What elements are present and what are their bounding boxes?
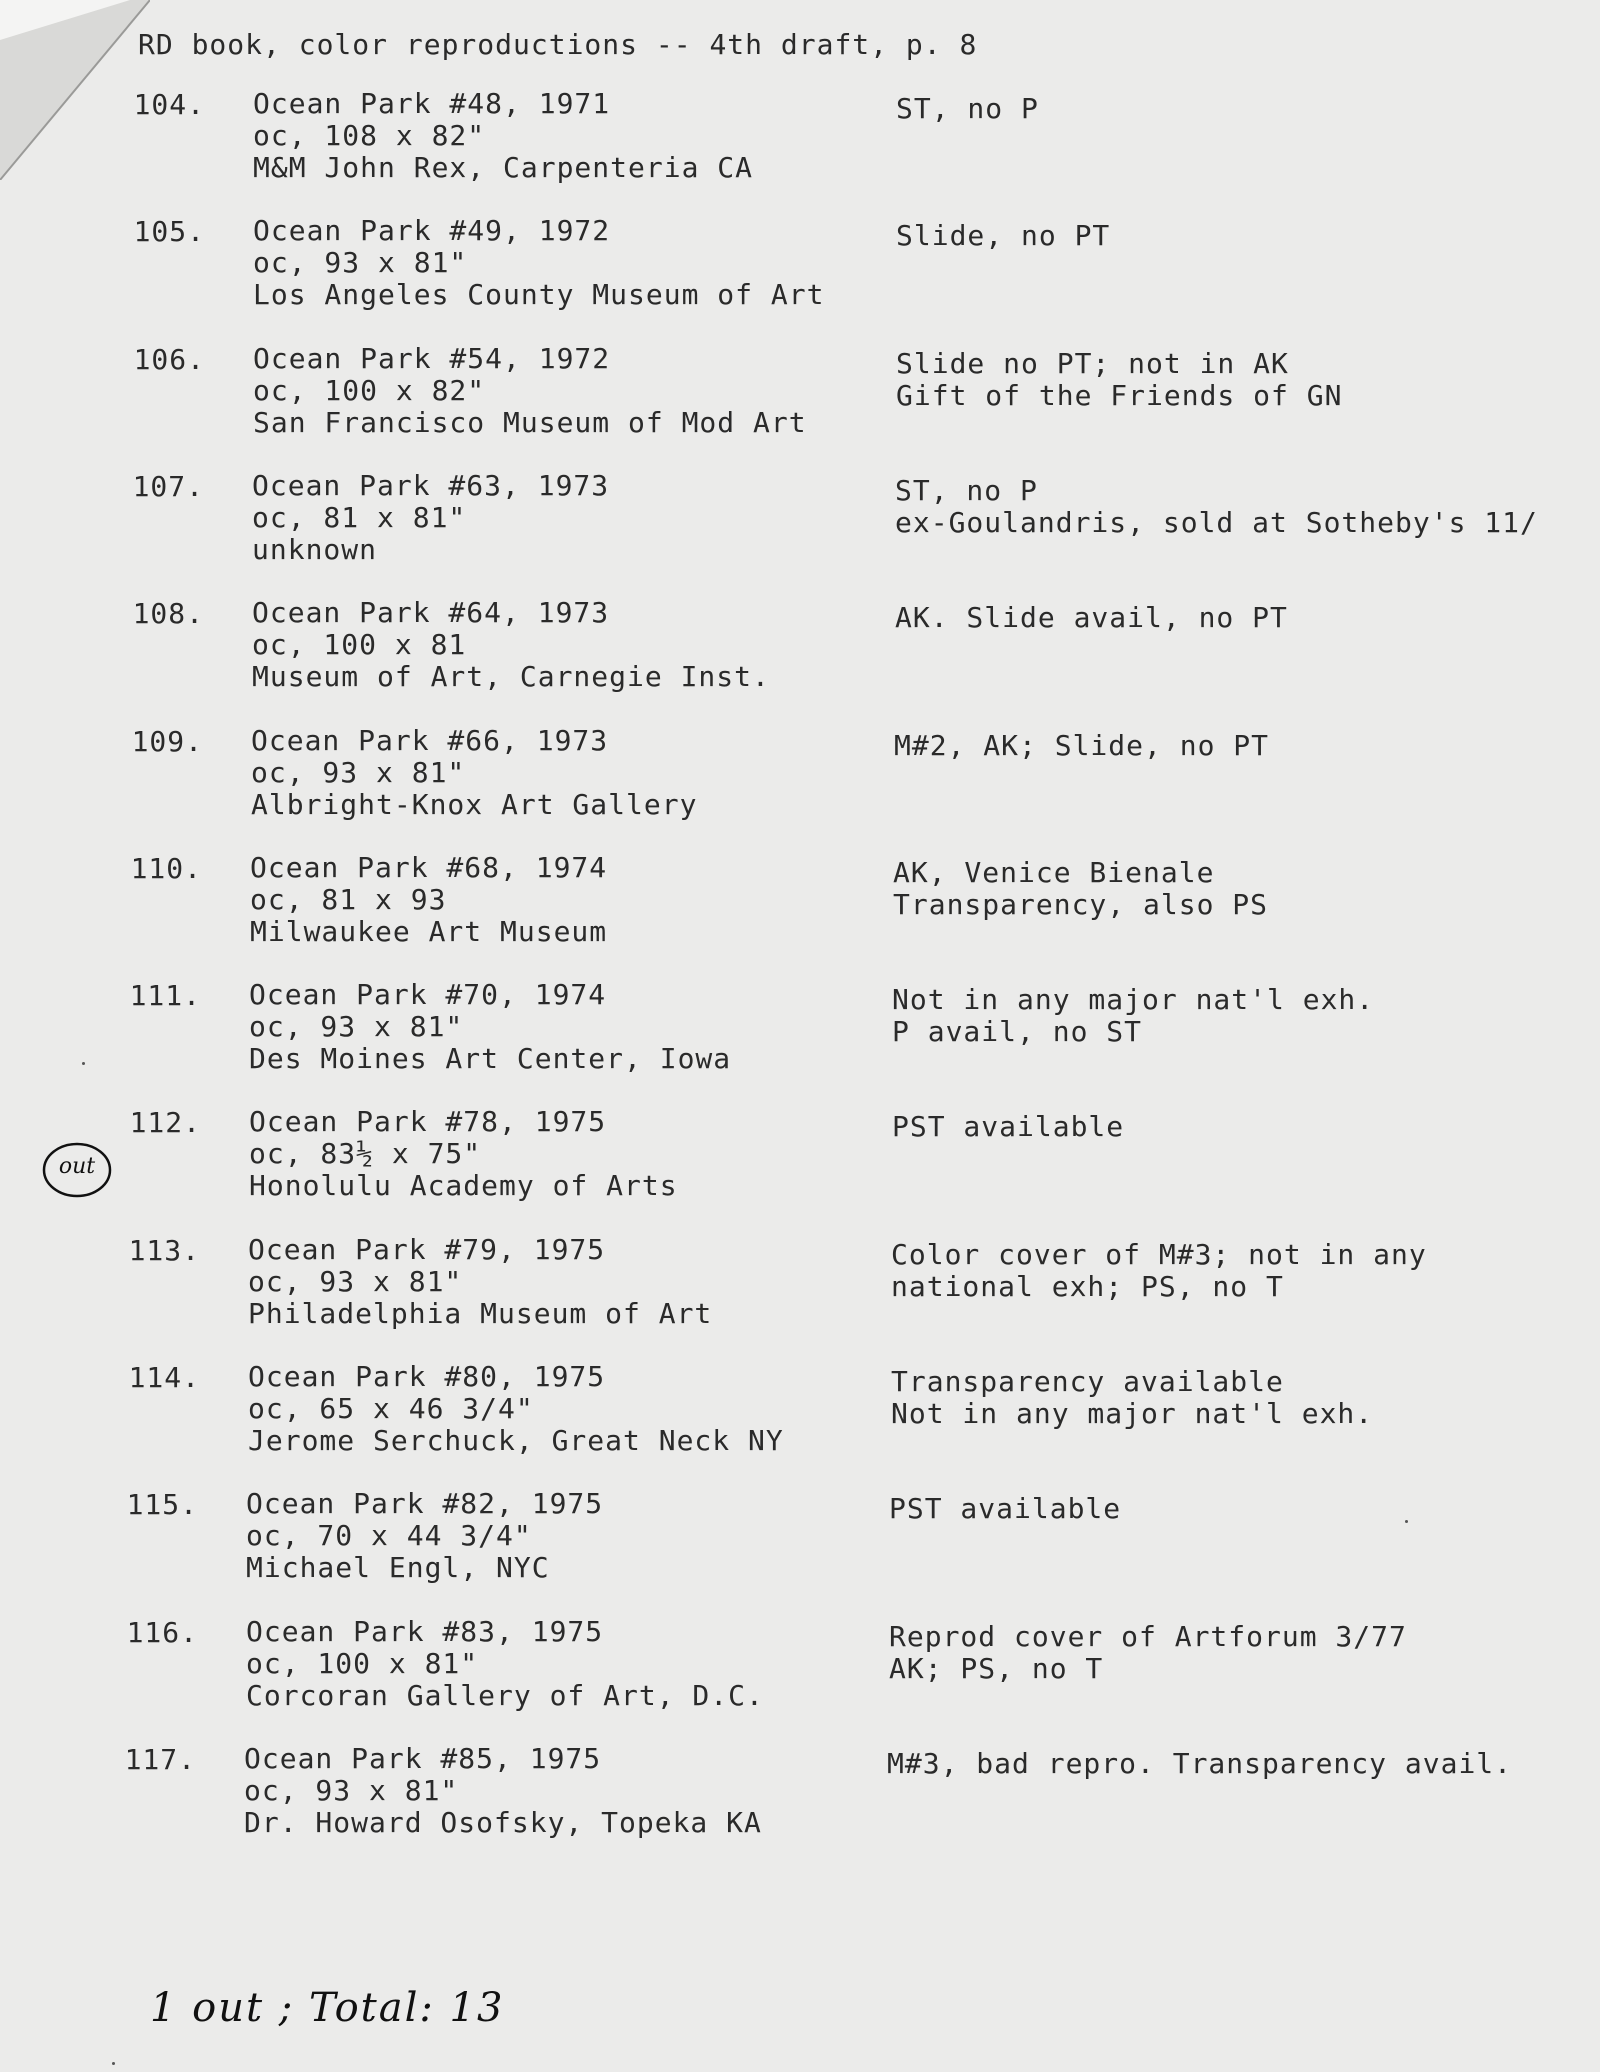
entry-notes bbox=[887, 1748, 1512, 1780]
entry-note-line: Not in any major nat'l exh. bbox=[892, 983, 1375, 1016]
entry-details bbox=[250, 852, 607, 948]
entry-note-line: national exh; PS, no T bbox=[891, 1270, 1284, 1303]
entry-number: 105. bbox=[133, 215, 205, 248]
entry-title: Ocean Park #63, 1973 bbox=[252, 469, 610, 502]
entry-notes bbox=[893, 857, 1268, 921]
entry-note-line: Not in any major nat'l exh. bbox=[891, 1397, 1374, 1430]
entry-medium: oc, 108 x 82" bbox=[253, 119, 486, 152]
entry-notes bbox=[892, 984, 1374, 1048]
entry-number: 104. bbox=[133, 88, 205, 121]
entry-number: 109. bbox=[131, 725, 203, 758]
entry-owner: San Francisco Museum of Mod Art bbox=[253, 406, 807, 439]
entry-medium: oc, 100 x 82" bbox=[253, 374, 486, 407]
entry-row bbox=[0, 88, 1600, 208]
entry-note-line: Color cover of M#3; not in any bbox=[891, 1238, 1427, 1271]
paper-speck bbox=[112, 2062, 115, 2065]
entry-note-line: PST available bbox=[892, 1110, 1125, 1143]
entry-note-line: AK. Slide avail, no PT bbox=[895, 601, 1288, 634]
entry-row bbox=[0, 1234, 1600, 1354]
entry-details bbox=[251, 725, 697, 821]
entry-title: Ocean Park #54, 1972 bbox=[253, 342, 611, 375]
handwritten-total: 1 out ; Total: 13 bbox=[150, 1985, 505, 2031]
entry-owner: Museum of Art, Carnegie Inst. bbox=[252, 660, 770, 693]
entry-row bbox=[0, 1361, 1600, 1481]
entry-note-line: ST, no P bbox=[895, 474, 1038, 507]
entry-details bbox=[248, 1361, 784, 1457]
entry-owner: Philadelphia Museum of Art bbox=[248, 1297, 713, 1330]
entry-number: 113. bbox=[128, 1234, 200, 1267]
entry-notes bbox=[889, 1621, 1407, 1685]
entry-details bbox=[248, 1234, 712, 1330]
entry-details bbox=[252, 470, 609, 566]
entry-details bbox=[249, 979, 731, 1075]
entry-note-line: Transparency, also PS bbox=[893, 888, 1269, 921]
entry-title: Ocean Park #79, 1975 bbox=[248, 1233, 606, 1266]
entry-row bbox=[0, 1488, 1600, 1608]
out-annotation-text: out bbox=[58, 1154, 96, 1179]
entry-row bbox=[0, 979, 1600, 1099]
entry-number: 117. bbox=[124, 1743, 196, 1776]
entry-note-line: M#3, bad repro. Transparency avail. bbox=[887, 1747, 1513, 1780]
entry-title: Ocean Park #80, 1975 bbox=[248, 1360, 606, 1393]
entry-title: Ocean Park #83, 1975 bbox=[246, 1615, 604, 1648]
entry-owner: Michael Engl, NYC bbox=[246, 1551, 550, 1584]
entry-owner: Albright-Knox Art Gallery bbox=[251, 788, 698, 821]
entry-notes bbox=[896, 348, 1342, 412]
entry-number: 115. bbox=[126, 1488, 198, 1521]
entry-medium: oc, 93 x 81" bbox=[248, 1265, 463, 1298]
entry-notes bbox=[895, 602, 1288, 634]
entry-title: Ocean Park #70, 1974 bbox=[249, 978, 607, 1011]
entry-row bbox=[0, 725, 1600, 845]
entry-title: Ocean Park #49, 1972 bbox=[253, 214, 611, 247]
entry-title: Ocean Park #85, 1975 bbox=[244, 1742, 602, 1775]
entry-details bbox=[252, 597, 770, 693]
entry-row bbox=[0, 597, 1600, 717]
entry-note-line: AK, Venice Bienale bbox=[893, 856, 1215, 889]
entry-owner: Jerome Serchuck, Great Neck NY bbox=[248, 1424, 784, 1457]
entry-details bbox=[253, 88, 753, 184]
entry-notes bbox=[889, 1493, 1121, 1525]
entry-number: 108. bbox=[132, 597, 204, 630]
entry-number: 106. bbox=[133, 343, 205, 376]
entry-note-line: Slide, no PT bbox=[896, 219, 1111, 252]
entry-medium: oc, 70 x 44 3/4" bbox=[246, 1519, 532, 1552]
entry-number: 111. bbox=[129, 979, 201, 1012]
entry-owner: Honolulu Academy of Arts bbox=[249, 1169, 678, 1202]
entry-row bbox=[0, 1106, 1600, 1226]
entry-title: Ocean Park #68, 1974 bbox=[250, 851, 608, 884]
entry-details bbox=[246, 1488, 603, 1584]
entry-owner: Los Angeles County Museum of Art bbox=[253, 278, 825, 311]
entry-medium: oc, 100 x 81 bbox=[252, 628, 467, 661]
entry-medium: oc, 81 x 81" bbox=[252, 501, 467, 534]
out-annotation bbox=[40, 1140, 114, 1200]
entry-note-line: Transparency available bbox=[891, 1365, 1284, 1398]
entry-number: 110. bbox=[130, 852, 202, 885]
entry-details bbox=[244, 1743, 762, 1839]
paper-speck bbox=[1405, 1520, 1408, 1523]
entry-number: 107. bbox=[132, 470, 204, 503]
entry-medium: oc, 83½ x 75" bbox=[249, 1137, 482, 1170]
entry-owner: Milwaukee Art Museum bbox=[250, 915, 608, 948]
entry-medium: oc, 100 x 81" bbox=[246, 1647, 479, 1680]
entry-note-line: Reprod cover of Artforum 3/77 bbox=[889, 1620, 1407, 1653]
entry-note-line: M#2, AK; Slide, no PT bbox=[894, 729, 1270, 762]
entry-details bbox=[249, 1106, 678, 1202]
entry-row bbox=[0, 343, 1600, 463]
entry-note-line: Slide no PT; not in AK bbox=[896, 347, 1289, 380]
entry-owner: Des Moines Art Center, Iowa bbox=[249, 1042, 732, 1075]
entry-notes bbox=[895, 475, 1538, 539]
entry-details bbox=[246, 1616, 764, 1712]
entry-note-line: ST, no P bbox=[896, 92, 1039, 125]
entry-row bbox=[0, 1743, 1600, 1863]
entry-notes bbox=[896, 220, 1110, 252]
entry-number: 116. bbox=[126, 1616, 198, 1649]
entry-row bbox=[0, 1616, 1600, 1736]
entry-owner: Corcoran Gallery of Art, D.C. bbox=[246, 1679, 764, 1712]
entry-owner: unknown bbox=[252, 533, 378, 566]
entry-owner: Dr. Howard Osofsky, Topeka KA bbox=[244, 1806, 762, 1839]
entry-row bbox=[0, 470, 1600, 590]
entry-medium: oc, 81 x 93 bbox=[250, 883, 447, 916]
entry-note-line: ex-Goulandris, sold at Sotheby's 11/ bbox=[895, 506, 1538, 539]
entry-medium: oc, 65 x 46 3/4" bbox=[248, 1392, 534, 1425]
entry-number: 112. bbox=[129, 1106, 201, 1139]
entry-medium: oc, 93 x 81" bbox=[244, 1774, 459, 1807]
entry-notes bbox=[891, 1239, 1427, 1303]
entry-row bbox=[0, 852, 1600, 972]
entry-notes bbox=[894, 730, 1269, 762]
entry-owner: M&M John Rex, Carpenteria CA bbox=[253, 151, 754, 184]
entry-medium: oc, 93 x 81" bbox=[249, 1010, 464, 1043]
entry-number: 114. bbox=[128, 1361, 200, 1394]
entry-title: Ocean Park #66, 1973 bbox=[251, 724, 609, 757]
entry-title: Ocean Park #78, 1975 bbox=[249, 1105, 607, 1138]
entry-details bbox=[253, 343, 807, 439]
entry-title: Ocean Park #82, 1975 bbox=[246, 1487, 604, 1520]
entry-notes bbox=[891, 1366, 1373, 1430]
entry-note-line: PST available bbox=[889, 1492, 1122, 1525]
entry-medium: oc, 93 x 81" bbox=[251, 756, 466, 789]
entry-note-line: AK; PS, no T bbox=[889, 1652, 1104, 1685]
entry-notes bbox=[896, 93, 1039, 125]
page-header: RD book, color reproductions -- 4th draft, p. 8 bbox=[138, 28, 978, 61]
entry-title: Ocean Park #64, 1973 bbox=[252, 596, 610, 629]
entry-note-line: P avail, no ST bbox=[892, 1015, 1143, 1048]
entry-title: Ocean Park #48, 1971 bbox=[253, 87, 611, 120]
entry-note-line: Gift of the Friends of GN bbox=[896, 379, 1343, 412]
entry-details bbox=[253, 215, 824, 311]
entry-row bbox=[0, 215, 1600, 335]
entry-notes bbox=[892, 1111, 1124, 1143]
paper-speck bbox=[82, 1062, 85, 1065]
entry-medium: oc, 93 x 81" bbox=[253, 246, 468, 279]
